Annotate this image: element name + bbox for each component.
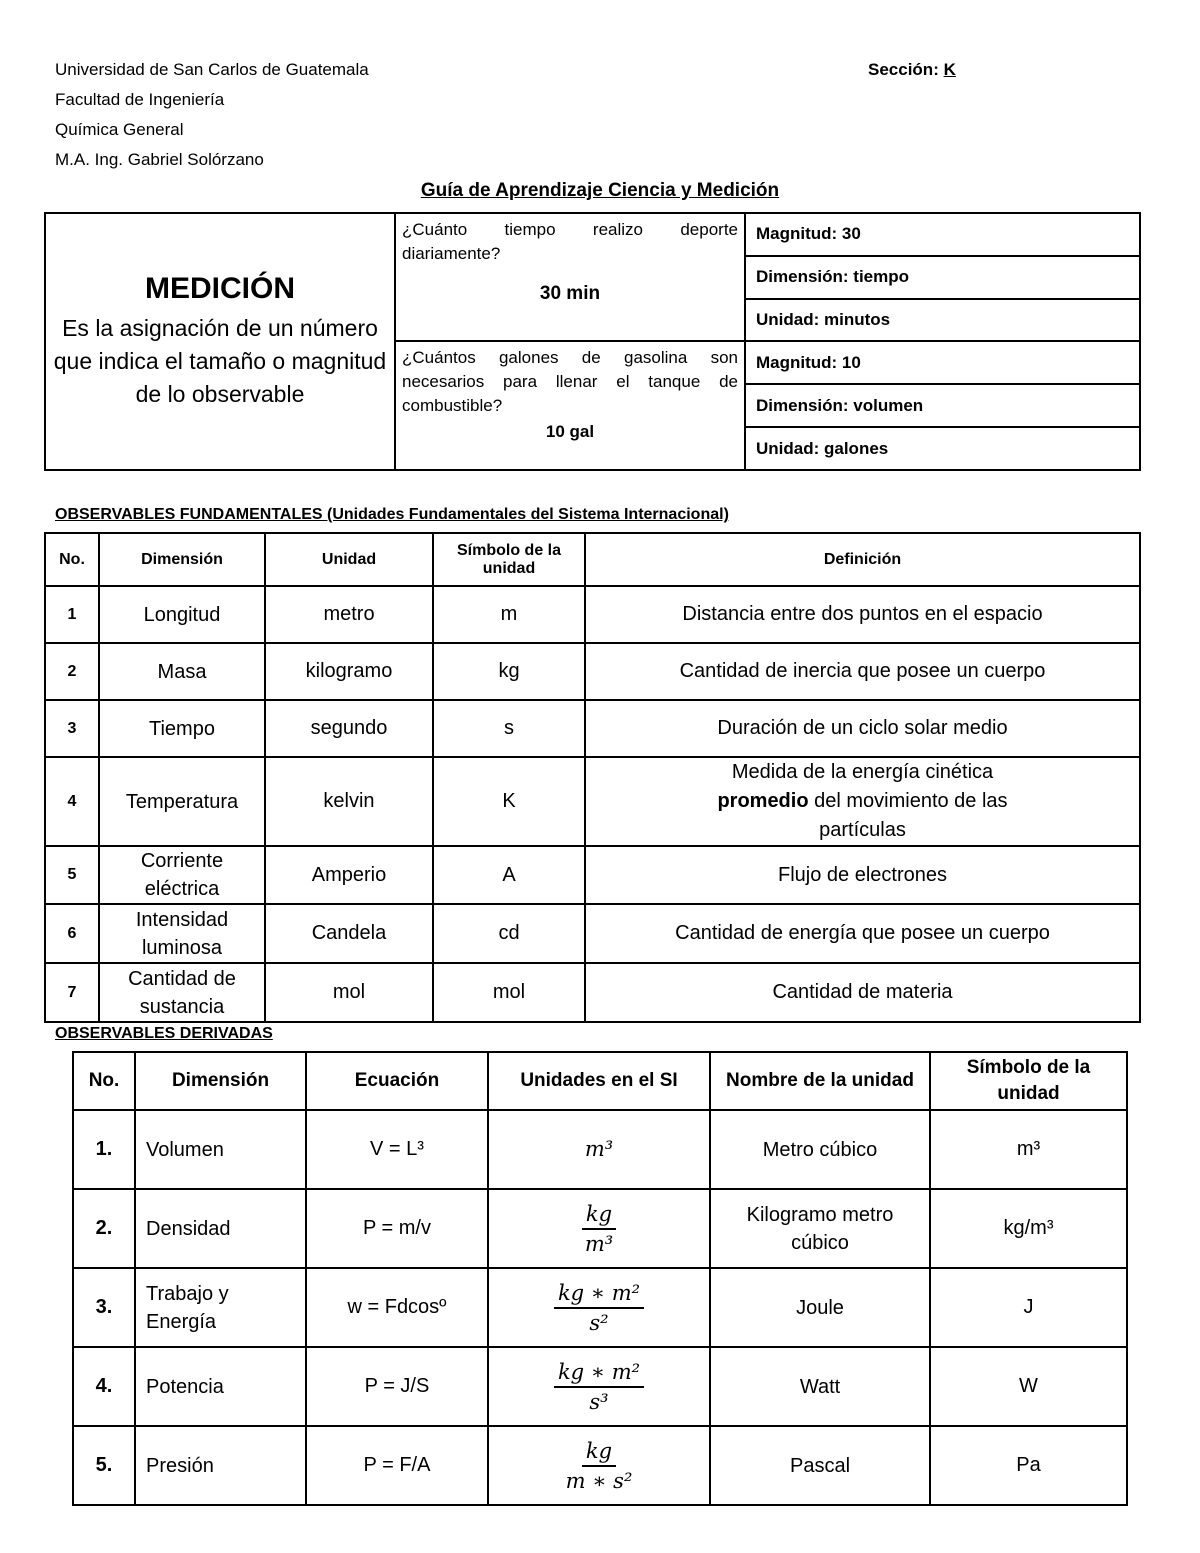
row-unidad: kilogramo xyxy=(265,643,433,700)
question-1-cell xyxy=(395,213,745,341)
definicion-bold: promedio xyxy=(717,790,809,812)
row-definicion xyxy=(585,586,1140,643)
col-header-nombre: Nombre de la unidad xyxy=(710,1052,930,1110)
row-dimension: Corriente eléctrica xyxy=(99,846,265,904)
row-no: 3. xyxy=(73,1268,135,1347)
table-header-row xyxy=(45,533,1140,586)
definicion-text: Cantidad de energía que posee un cuerpo xyxy=(675,922,1050,944)
fundamentales-table xyxy=(44,532,1141,1023)
faculty-name: Facultad de Ingeniería xyxy=(55,90,225,109)
question-2-cell xyxy=(395,341,745,470)
row-unidad: Candela xyxy=(265,904,433,963)
q2-unidad: Unidad: galones xyxy=(745,427,1140,470)
row-simbolo: J xyxy=(930,1268,1127,1347)
col-header-no: No. xyxy=(73,1052,135,1110)
section-value: K xyxy=(943,60,956,79)
table-row xyxy=(45,586,1140,643)
row-unidades-si xyxy=(488,1268,710,1347)
col-header-unidades-si: Unidades en el SI xyxy=(488,1052,710,1110)
definicion-text: Flujo de electrones xyxy=(778,863,947,886)
row-ecuacion: w = Fdcosº xyxy=(306,1268,488,1347)
section-label xyxy=(868,60,956,80)
definicion-text: Duración de un ciclo solar medio xyxy=(717,717,1008,739)
medicion-definition-cell xyxy=(45,213,395,470)
row-unidad: Amperio xyxy=(265,846,433,904)
table-row xyxy=(45,904,1140,963)
si-unit-fraction xyxy=(562,1439,637,1493)
si-numerator: kg ∗ m² xyxy=(554,1281,644,1309)
question-2-text: ¿Cuántos galones de gasolina son necesarios para llenar el tanque de combustible? xyxy=(402,348,738,416)
si-unit: m³ xyxy=(584,1137,614,1161)
q1-unidad: Unidad: minutos xyxy=(745,299,1140,342)
row-unidades-si xyxy=(488,1347,710,1426)
fundamentales-title: OBSERVABLES FUNDAMENTALES (Unidades Fundamentales del Sistema Internacional) xyxy=(55,506,729,523)
section-label-text: Sección: xyxy=(868,60,939,79)
row-unidad: kelvin xyxy=(265,757,433,846)
definicion-text-end: del movimiento de las partículas xyxy=(808,790,1008,841)
row-definicion xyxy=(585,700,1140,757)
question-1-answer: 30 min xyxy=(539,283,601,304)
table-row xyxy=(73,1347,1127,1426)
row-unidad: mol xyxy=(265,963,433,1022)
col-header-simbolo: Símbolo de la unidad xyxy=(930,1052,1127,1110)
table-row xyxy=(73,1426,1127,1505)
row-dimension: Volumen xyxy=(135,1110,306,1189)
row-dimension: Presión xyxy=(135,1426,306,1505)
document-title: Guía de Aprendizaje Ciencia y Medición xyxy=(420,180,780,201)
row-dimension: Trabajo y Energía xyxy=(135,1268,306,1347)
row-no: 2 xyxy=(45,643,99,700)
q1-dimension: Dimensión: tiempo xyxy=(745,256,1140,299)
row-dimension: Longitud xyxy=(99,586,265,643)
row-no: 4 xyxy=(45,757,99,846)
si-denominator: m³ xyxy=(584,1231,614,1256)
instructor-name: M.A. Ing. Gabriel Solórzano xyxy=(55,150,264,169)
question-2-answer: 10 gal xyxy=(545,422,595,442)
row-unidades-si xyxy=(488,1110,710,1189)
row-nombre: Joule xyxy=(710,1268,930,1347)
table-row xyxy=(45,643,1140,700)
col-header-dimension: Dimensión xyxy=(135,1052,306,1110)
row-unidad: metro xyxy=(265,586,433,643)
row-unidades-si xyxy=(488,1426,710,1505)
row-nombre: Kilogramo metro cúbico xyxy=(710,1189,930,1268)
row-no: 7 xyxy=(45,963,99,1022)
row-unidades-si xyxy=(488,1189,710,1268)
col-header-dimension: Dimensión xyxy=(99,533,265,586)
row-ecuacion: P = F/A xyxy=(306,1426,488,1505)
definicion-text: Cantidad de inercia que posee un cuerpo xyxy=(679,660,1046,682)
row-no: 5. xyxy=(73,1426,135,1505)
si-unit-fraction xyxy=(581,1202,617,1256)
table-row xyxy=(45,700,1140,757)
derivadas-table xyxy=(72,1051,1128,1506)
definicion-text: Medida de la energía cinética xyxy=(731,761,994,783)
si-denominator: m ∗ s² xyxy=(565,1468,633,1493)
row-simbolo: kg/m³ xyxy=(930,1189,1127,1268)
row-simbolo: m³ xyxy=(930,1110,1127,1189)
university-name: Universidad de San Carlos de Guatemala xyxy=(55,60,369,79)
row-dimension: Potencia xyxy=(135,1347,306,1426)
row-definicion xyxy=(585,963,1140,1022)
definicion-text: Cantidad de materia xyxy=(772,981,953,1003)
row-simbolo: mol xyxy=(433,963,585,1022)
row-dimension: Temperatura xyxy=(99,757,265,846)
row-no: 1. xyxy=(73,1110,135,1189)
medicion-table xyxy=(44,212,1141,471)
si-numerator: kg xyxy=(582,1439,616,1467)
table-row xyxy=(73,1110,1127,1189)
row-nombre: Pascal xyxy=(710,1426,930,1505)
row-dimension: Tiempo xyxy=(99,700,265,757)
si-denominator: s² xyxy=(589,1310,609,1335)
table-row xyxy=(45,963,1140,1022)
row-no: 6 xyxy=(45,904,99,963)
table-row xyxy=(73,1268,1127,1347)
q2-magnitud: Magnitud: 10 xyxy=(745,341,1140,384)
row-no: 1 xyxy=(45,586,99,643)
medicion-heading: MEDICIÓN xyxy=(145,272,295,305)
row-nombre: Metro cúbico xyxy=(710,1110,930,1189)
row-no: 3 xyxy=(45,700,99,757)
question-1-text: ¿Cuánto tiempo realizo deporte diariamente? xyxy=(402,220,738,263)
row-simbolo: s xyxy=(433,700,585,757)
definicion-text: Distancia entre dos puntos en el espacio xyxy=(682,603,1043,625)
row-definicion xyxy=(585,904,1140,963)
table-header-row xyxy=(73,1052,1127,1110)
col-header-unidad: Unidad xyxy=(265,533,433,586)
table-row xyxy=(73,1189,1127,1268)
row-dimension: Densidad xyxy=(135,1189,306,1268)
row-unidad: segundo xyxy=(265,700,433,757)
row-no: 2. xyxy=(73,1189,135,1268)
row-ecuacion: P = J/S xyxy=(306,1347,488,1426)
table-row xyxy=(45,757,1140,846)
si-numerator: kg xyxy=(582,1202,616,1230)
row-definicion xyxy=(585,643,1140,700)
row-ecuacion: V = L³ xyxy=(306,1110,488,1189)
si-denominator: s³ xyxy=(589,1389,609,1414)
si-unit-fraction xyxy=(554,1281,644,1335)
row-dimension: Masa xyxy=(99,643,265,700)
row-simbolo: A xyxy=(433,846,585,904)
col-header-definicion: Definición xyxy=(585,533,1140,586)
col-header-ecuacion: Ecuación xyxy=(306,1052,488,1110)
col-header-no: No. xyxy=(45,533,99,586)
row-simbolo: kg xyxy=(433,643,585,700)
course-name: Química General xyxy=(55,120,184,139)
medicion-description: Es la asignación de un número que indica el tamaño o magnitud de lo observable xyxy=(53,315,387,407)
row-simbolo: Pa xyxy=(930,1426,1127,1505)
row-definicion xyxy=(585,846,1140,904)
q1-magnitud: Magnitud: 30 xyxy=(745,213,1140,256)
row-dimension: Cantidad de sustancia xyxy=(99,963,265,1022)
row-nombre: Watt xyxy=(710,1347,930,1426)
row-simbolo: cd xyxy=(433,904,585,963)
row-simbolo: W xyxy=(930,1347,1127,1426)
row-simbolo: m xyxy=(433,586,585,643)
si-numerator: kg ∗ m² xyxy=(554,1360,644,1388)
row-no: 4. xyxy=(73,1347,135,1426)
row-ecuacion: P = m/v xyxy=(306,1189,488,1268)
row-definicion xyxy=(585,757,1140,846)
table-row xyxy=(45,846,1140,904)
derivadas-title: OBSERVABLES DERIVADAS xyxy=(55,1025,273,1042)
row-no: 5 xyxy=(45,846,99,904)
row-simbolo: K xyxy=(433,757,585,846)
q2-dimension: Dimensión: volumen xyxy=(745,384,1140,427)
col-header-simbolo: Símbolo de la unidad xyxy=(433,533,585,586)
si-unit-fraction xyxy=(554,1360,644,1414)
row-dimension: Intensidad luminosa xyxy=(99,904,265,963)
